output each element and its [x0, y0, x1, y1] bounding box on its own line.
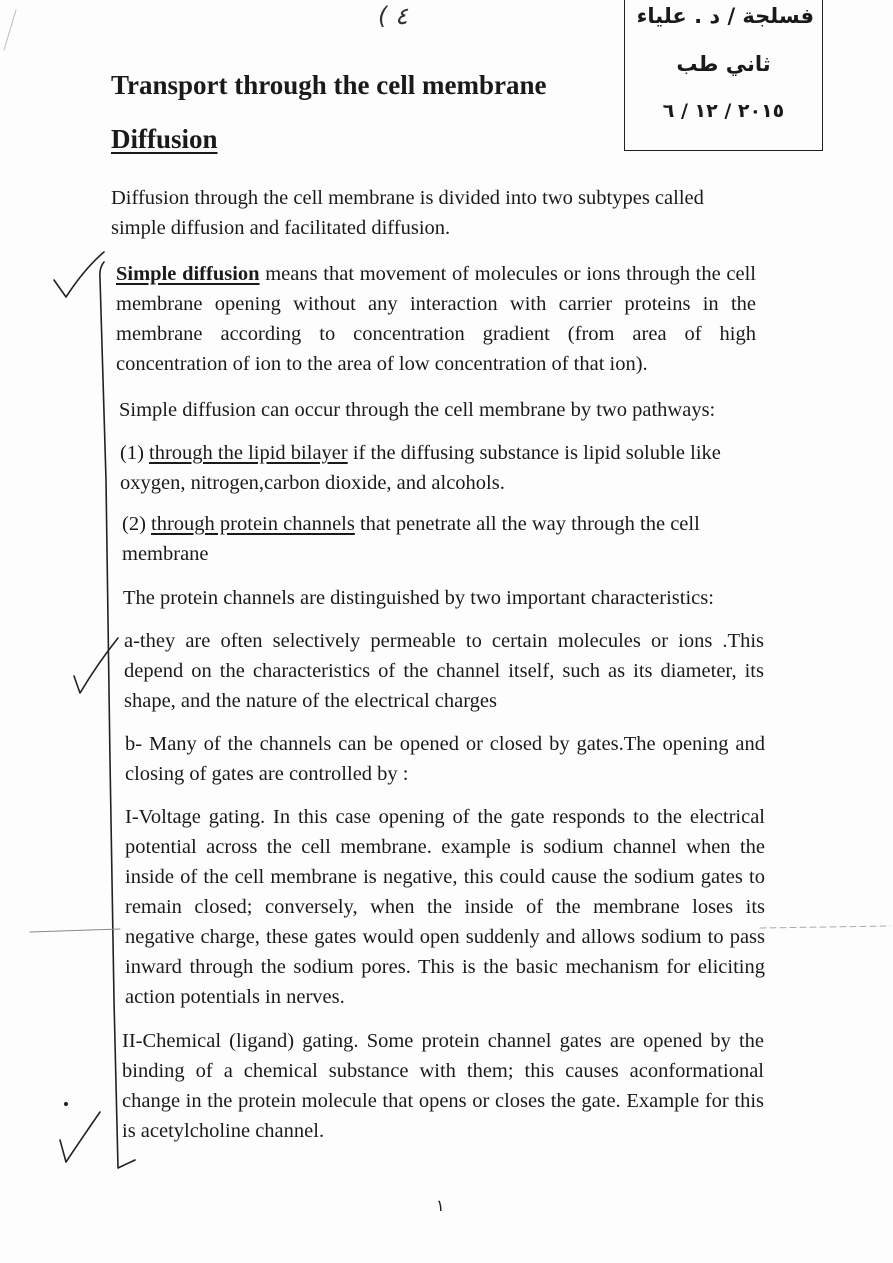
voltage-gating-paragraph: I-Voltage gating. In this case opening of the gate responds to the electrical potential across the cell membrane. example is sodium channel when the inside of the cell membrane is negative, this could cause the sodium gates to remain closed; conversely, when the inside of the membrane loses its negative charge, these gates would open suddenly and allows sodium to pass inward through the sodium pores. This is the basic mechanism for eliciting action potentials in nerves.	[125, 806, 765, 1008]
checkmark-icon	[74, 638, 118, 693]
course-info-date: ٢٠١٥ / ١٢ / ٦	[662, 100, 785, 122]
section-heading: Diffusion	[111, 124, 218, 154]
checkmark-icon	[60, 1112, 100, 1162]
pathway-1-text: if the diffusing substance is lipid soluble like oxygen, nitrogen,carbon dioxide, and alcohols.	[120, 442, 721, 494]
simple-diffusion-paragraph	[116, 259, 756, 379]
characteristic-b: b- Many of the channels can be opened or closed by gates.The opening and closing of gates are controlled by :	[125, 733, 765, 785]
course-info-box	[624, 0, 823, 151]
simple-diffusion-text: means that movement of molecules or ions through the cell membrane opening without any interaction with carrier proteins in the membrane according to concentration gradient (from area of high concentration of ion to the area of low concentration of that ion).	[116, 263, 756, 375]
characteristic-a: a-they are often selectively permeable to certain molecules or ions .This depend on the characteristics of the channel itself, such as its diameter, its shape, and the nature of the electrical charges	[124, 630, 764, 712]
course-info-lecturer: فسلجة / د . علياء	[636, 4, 814, 28]
scan-line	[30, 929, 120, 932]
simple-diffusion-term: Simple diffusion	[116, 263, 260, 285]
chemical-gating-paragraph: II-Chemical (ligand) gating. Some protein channel gates are opened by the binding of a chemical substance with them; this causes aconformational change in the protein molecule that opens or closes the gate. Example for this is acetylcholine channel.	[122, 1030, 764, 1142]
pathways-intro: Simple diffusion can occur through the cell membrane by two pathways:	[119, 399, 716, 421]
page-title: Transport through the cell membrane	[111, 70, 547, 100]
channels-intro: The protein channels are distinguished by two important characteristics:	[123, 587, 714, 609]
pathway-2-prefix: (2)	[122, 513, 152, 535]
pathway-2-paragraph	[122, 509, 762, 569]
pathway-1-paragraph	[120, 438, 760, 498]
pathway-1-prefix: (1)	[120, 442, 150, 464]
handwritten-page-mark: ( ٤	[378, 2, 408, 30]
page-number: ١	[436, 1196, 445, 1215]
pathway-2-text: that penetrate all the way through the cell membrane	[122, 513, 700, 565]
pathway-1-term: through the lipid bilayer	[149, 442, 348, 464]
ink-dot	[64, 1102, 68, 1106]
checkmark-icon	[54, 252, 104, 297]
pathway-2-term: through protein channels	[151, 513, 355, 535]
course-info-year: ثاني طب	[676, 52, 771, 76]
intro-paragraph: Diffusion through the cell membrane is divided into two subtypes called simple diffusion and facilitated diffusion.	[111, 187, 704, 239]
scan-line	[760, 926, 890, 928]
scan-line	[4, 10, 16, 50]
